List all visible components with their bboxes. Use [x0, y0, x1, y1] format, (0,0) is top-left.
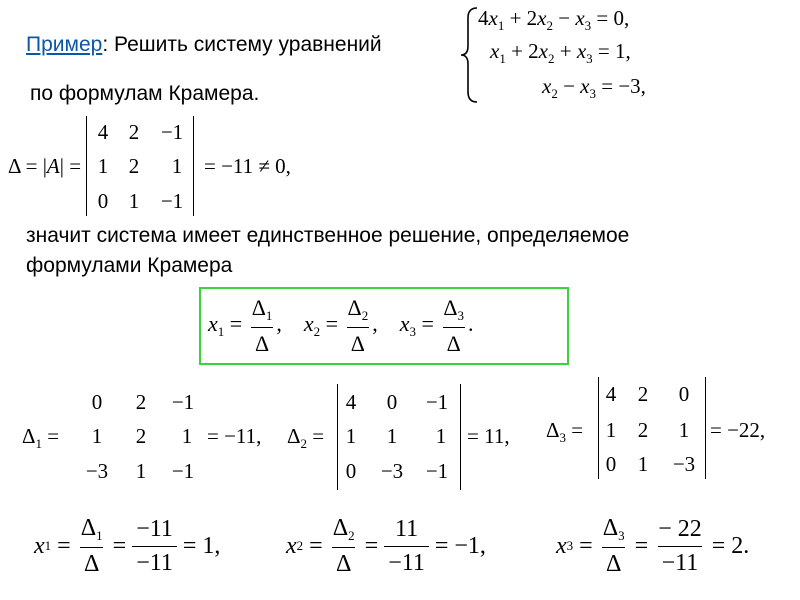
matrix-cell: 2 — [637, 382, 649, 406]
delta-2-value: = 11, — [467, 424, 510, 448]
matrix-cell: 1 — [128, 189, 140, 213]
main-determinant-label: Δ = |A| = — [8, 154, 82, 178]
solution-x3: x 3 = $\frac{\Delta_3}{\Delta}$ = $\frac{- 22}{-11}$ = 2. — [556, 514, 750, 577]
matrix-cell: −3 — [85, 459, 109, 483]
delta-3-value: = −22, — [710, 418, 766, 442]
delta-3-label: $\Delta_3$ = — [546, 418, 584, 445]
solution-fraction: $\frac{- 22}{-11}$ — [658, 515, 702, 576]
matrix-cell: 4 — [605, 382, 617, 406]
delta-2-label: $\Delta_2$ = — [287, 424, 325, 451]
matrix-cell: −3 — [380, 459, 404, 483]
example-link[interactable]: Пример — [26, 33, 103, 56]
matrix-cell: 4 — [345, 390, 357, 414]
matrix-cell: 0 — [678, 382, 690, 406]
matrix-cell: 2 — [135, 390, 147, 414]
delta-1-label: $\Delta_1$ = — [22, 424, 60, 451]
matrix-cell: −1 — [425, 390, 449, 414]
matrix-cell: 1 — [386, 424, 398, 448]
matrix-cell: 0 — [605, 452, 617, 476]
equation-3: $x_2 - x_3 = -3$, — [542, 74, 646, 101]
task-statement — [26, 33, 382, 57]
matrix-cell: −1 — [160, 120, 184, 144]
cramer-fraction: $\frac{\Delta_3}{\Delta}$ — [443, 295, 465, 356]
solution-fraction: $\frac{\Delta_1}{\Delta}$ — [80, 514, 103, 577]
matrix-cell: −3 — [672, 452, 696, 476]
matrix-cell: 0 — [345, 459, 357, 483]
matrix-cell: 1 — [345, 424, 357, 448]
delta-3-right-bar — [705, 377, 706, 479]
cramer-formulas — [208, 291, 474, 361]
matrix-cell: 1 — [605, 418, 617, 442]
main-determinant-value: = −11 ≠ 0, — [204, 154, 291, 178]
solution-fraction: $\frac{-11}{-11}$ — [132, 516, 177, 577]
solution-fraction: $\frac{\Delta_3}{\Delta}$ — [602, 514, 625, 577]
delta-2-right-bar — [460, 384, 461, 490]
equation-2: $x_1 + 2x_2 + x_3 = 1$, — [490, 39, 631, 66]
matrix-cell: 0 — [386, 390, 398, 414]
conclusion-line-1: значит система имеет единственное решение, определяемое — [26, 224, 630, 247]
solution-fraction: $\frac{\Delta_2}{\Delta}$ — [332, 514, 355, 577]
solution-x2: x 2 = $\frac{\Delta_2}{\Delta}$ = $\frac{11}{-11}$ = −1, — [286, 514, 486, 577]
cramer-fraction: $\frac{\Delta_1}{\Delta}$ — [251, 295, 273, 356]
task-text: : Решить систему уравнений — [102, 33, 382, 56]
matrix-cell: −1 — [171, 390, 195, 414]
cramer-fraction: $\frac{\Delta_2}{\Delta}$ — [347, 295, 369, 356]
matrix-cell: 1 — [97, 154, 109, 178]
matrix-cell: −1 — [425, 459, 449, 483]
matrix-cell: 1 — [637, 452, 649, 476]
task-method: по формулам Крамера. — [30, 82, 260, 105]
matrix-cell: 4 — [97, 120, 109, 144]
delta-1-value: = −11, — [207, 424, 262, 448]
matrix-cell: 1 — [181, 424, 193, 448]
equation-1: $4x_1 + 2x_2 - x_3 = 0$, — [478, 6, 630, 33]
matrix-cell: 1 — [435, 424, 447, 448]
matrix-cell: 1 — [91, 424, 103, 448]
matrix-cell: 1 — [171, 154, 183, 178]
matrix-cell: 1 — [678, 418, 690, 442]
matrix-cell: 0 — [91, 390, 103, 414]
matrix-cell: 2 — [128, 154, 140, 178]
solution-x1: x 1 = $\frac{\Delta_1}{\Delta}$ = $\frac{-11}{-11}$ = 1, — [34, 514, 221, 577]
cramer-x2: $x_2$ = $\frac{\Delta_2}{\Delta}$ , — [303, 295, 378, 356]
cramer-x1: $x_1$ = $\frac{\Delta_1}{\Delta}$ , — [208, 295, 282, 356]
cramer-x3: $x_3$ = $\frac{\Delta_3}{\Delta}$ . — [399, 295, 474, 356]
matrix-cell: 1 — [135, 459, 147, 483]
matrix-cell: 0 — [97, 189, 109, 213]
solution-fraction: $\frac{11}{-11}$ — [384, 516, 429, 577]
conclusion-line-2: формулами Крамера — [26, 254, 233, 277]
matrix-cell: −1 — [171, 459, 195, 483]
matrix-cell: 2 — [135, 424, 147, 448]
matrix-cell: 2 — [637, 418, 649, 442]
matrix-cell: −1 — [160, 189, 184, 213]
matrix-cell: 2 — [128, 120, 140, 144]
